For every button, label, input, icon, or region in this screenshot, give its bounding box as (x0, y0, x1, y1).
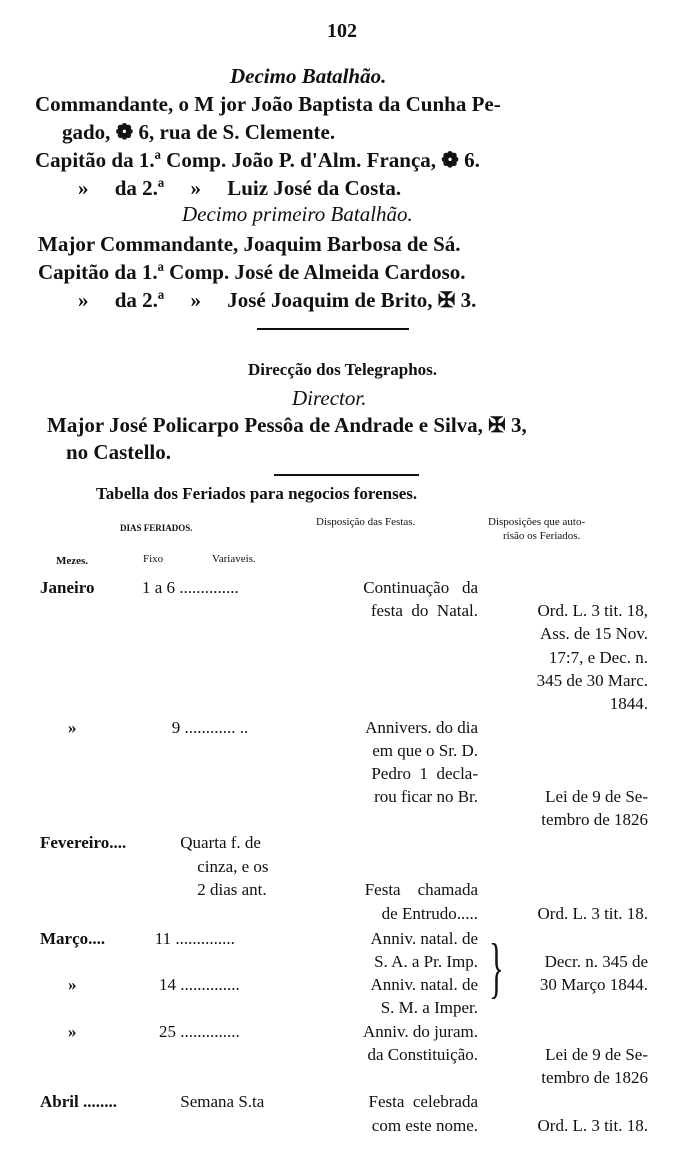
table-line (0, 857, 693, 880)
disposicao-cell: em que o Sr. D. (372, 741, 478, 760)
disposicao-cell: Continuação da (363, 578, 478, 597)
day-cell: 1 a 6 .............. (142, 578, 239, 597)
text-line: gado, ❁ 6, rua de S. Clemente. (62, 120, 336, 144)
autorisao-cell: Ord. L. 3 tit. 18. (537, 904, 648, 923)
month-cell: » (68, 1022, 77, 1041)
autorisao-cell: tembro de 1826 (541, 1068, 648, 1087)
header-disposicao: Disposição das Festas. (316, 516, 416, 528)
section-heading-decimo: Decimo Batalhão. (230, 64, 387, 88)
page-number: 102 (327, 20, 357, 42)
table-line (0, 1022, 693, 1045)
table-line (0, 694, 693, 717)
table-line (0, 718, 693, 741)
month-cell: Fevereiro.... (40, 833, 127, 852)
day-cell: Semana S.ta (142, 1092, 265, 1111)
disposicao-cell: Festa chamada (364, 880, 478, 899)
table-line (0, 833, 693, 856)
table-line (0, 1092, 693, 1115)
table-line (0, 578, 693, 601)
table-title: Tabella dos Feriados para negocios forenses. (96, 484, 418, 503)
table-line (0, 601, 693, 624)
table-line (0, 1068, 693, 1091)
text-line: Major José Policarpo Pessôa de Andrade e Silva, ✠ 3, (47, 413, 527, 437)
section-subheading-director: Director. (292, 386, 367, 410)
disposicao-cell: rou ficar no Br. (374, 787, 478, 806)
table-line (0, 952, 693, 975)
autorisao-cell: Lei de 9 de Se- (545, 1045, 648, 1064)
disposicao-cell: da Constituição. (367, 1045, 478, 1064)
autorisao-cell: 30 Março 1844. (539, 975, 648, 994)
day-cell: cinza, e os (142, 857, 269, 876)
header-variaveis: Variaveis. (212, 553, 256, 565)
text-line: Commandante, o M jor João Baptista da Cunha Pe- (35, 92, 501, 116)
header-fixo: Fixo (143, 553, 164, 565)
header-autorisao: Disposições que auto- (488, 516, 586, 528)
section-heading-decimo-primeiro: Decimo primeiro Batalhão. (182, 202, 413, 226)
autorisao-cell: tembro de 1826 (541, 810, 648, 829)
month-cell: » (68, 718, 77, 737)
text-line: Major Commandante, Joaquim Barbosa de Sá. (38, 232, 461, 256)
table-line (0, 880, 693, 903)
section-heading-telegraphos: Direcção dos Telegraphos. (248, 360, 438, 379)
disposicao-cell: Festa celebrada (368, 1092, 478, 1111)
table-line (0, 1045, 693, 1068)
header-dias-feriados: DIAS FERIADOS. (120, 523, 193, 533)
day-cell: 25 .............. (142, 1022, 240, 1041)
table-line (0, 741, 693, 764)
table-line (0, 810, 693, 833)
day-cell: 14 .............. (142, 975, 240, 994)
disposicao-cell: S. A. a Pr. Imp. (374, 952, 478, 971)
autorisao-cell: 345 de 30 Marc. (536, 671, 648, 690)
autorisao-cell: Ord. L. 3 tit. 18. (537, 1116, 648, 1135)
header-autorisao: risão os Feriados. (503, 530, 581, 542)
day-cell: 11 .............. (142, 929, 235, 948)
month-cell: Janeiro (40, 578, 95, 597)
month-cell: Março.... (40, 929, 106, 948)
brace: } (488, 929, 504, 1005)
disposicao-cell: festa do Natal. (370, 601, 478, 620)
day-cell: Quarta f. de (142, 833, 261, 852)
table-line (0, 975, 693, 998)
table-line (0, 904, 693, 927)
disposicao-cell: com este nome. (371, 1116, 478, 1135)
autorisao-cell: Ord. L. 3 tit. 18, (537, 601, 648, 620)
table-line (0, 671, 693, 694)
disposicao-cell: Annivers. do dia (365, 718, 478, 737)
table-line (0, 1116, 693, 1139)
text-line: » da 2.ª » José Joaquim de Brito, ✠ 3. (78, 288, 477, 312)
text-line: Capitão da 1.ª Comp. José de Almeida Cardoso. (38, 260, 466, 284)
text-line: Capitão da 1.ª Comp. João P. d'Alm. França, ❁ 6. (35, 148, 480, 172)
header-mezes: Mezes. (56, 555, 89, 567)
autorisao-cell: 17:7, e Dec. n. (548, 648, 648, 667)
table-line (0, 764, 693, 787)
disposicao-cell: Anniv. natal. de (370, 929, 478, 948)
autorisao-cell: 1844. (609, 694, 648, 713)
autorisao-cell: Ass. de 15 Nov. (540, 624, 648, 643)
disposicao-cell: de Entrudo..... (381, 904, 478, 923)
table-line (0, 624, 693, 647)
table-line (0, 787, 693, 810)
disposicao-cell: Anniv. natal. de (370, 975, 478, 994)
divider (257, 328, 409, 330)
autorisao-cell: Lei de 9 de Se- (545, 787, 648, 806)
day-cell: 9 ............ .. (142, 718, 249, 737)
table-line (0, 998, 693, 1021)
text-line: no Castello. (66, 440, 171, 464)
disposicao-cell: S. M. a Imper. (380, 998, 478, 1017)
disposicao-cell: Pedro 1 decla- (371, 764, 478, 783)
month-cell: Abril ........ (40, 1092, 117, 1111)
autorisao-cell: Decr. n. 345 de (544, 952, 648, 971)
disposicao-cell: Anniv. do juram. (362, 1022, 478, 1041)
day-cell: 2 dias ant. (142, 880, 267, 899)
divider (274, 474, 419, 476)
month-cell: » (68, 975, 77, 994)
table-line (0, 929, 693, 952)
table-line (0, 648, 693, 671)
text-line: » da 2.ª » Luiz José da Costa. (78, 176, 402, 200)
